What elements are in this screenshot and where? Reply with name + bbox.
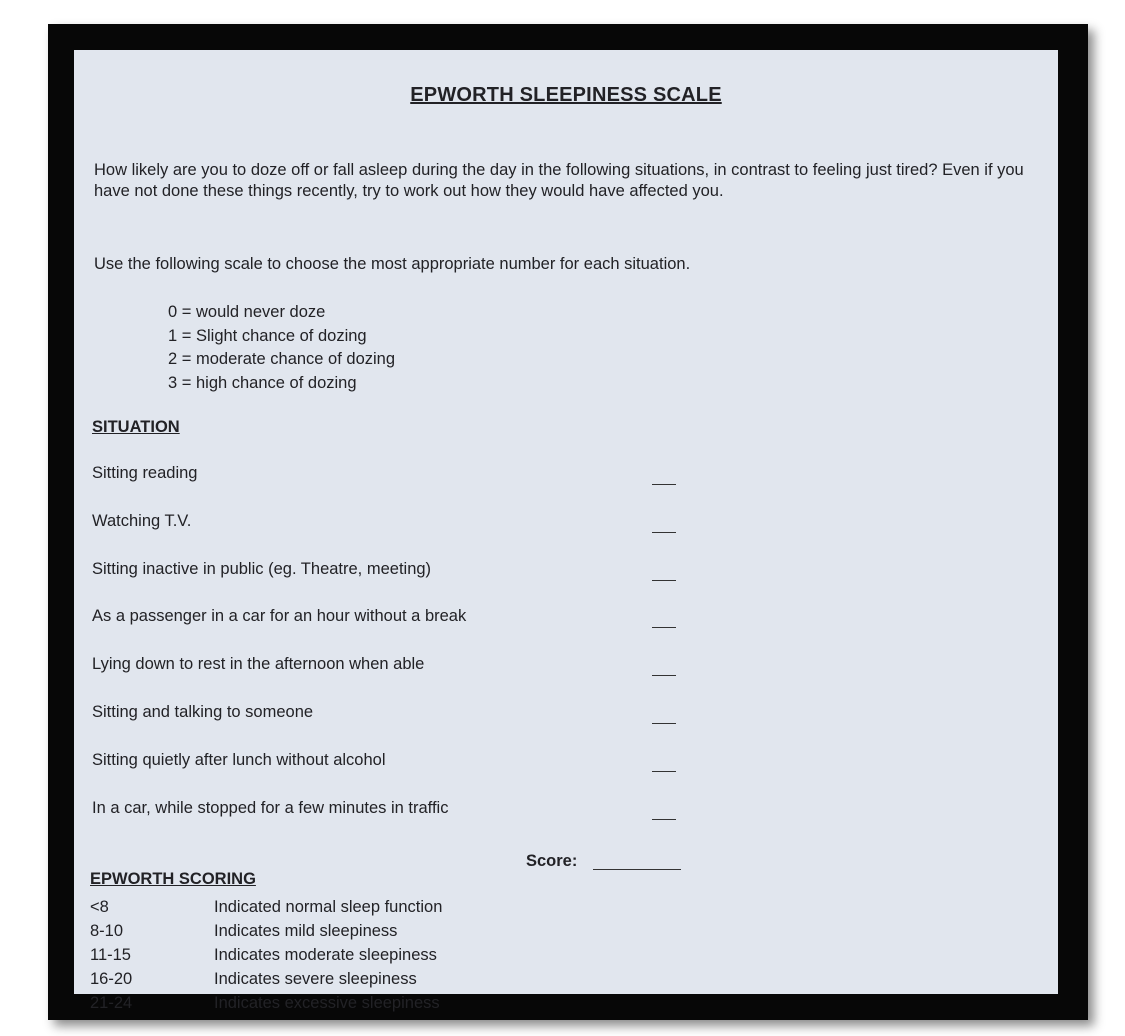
answer-blank[interactable] (652, 771, 676, 772)
scoring-range: 8-10 (90, 922, 124, 940)
situation-row (92, 560, 692, 600)
questionnaire-page (74, 50, 1058, 1012)
scale-item: 1 = Slight chance of dozing (168, 326, 367, 345)
situation-row (92, 703, 692, 743)
situation-row (92, 751, 692, 791)
scale-list (168, 301, 395, 395)
scoring-description: Indicates moderate sleepiness (214, 946, 437, 964)
situation-label: Sitting inactive in public (eg. Theatre, meeting) (92, 560, 432, 578)
scoring-description: Indicates mild sleepiness (214, 922, 398, 940)
situation-row (92, 607, 692, 647)
situation-label: Lying down to rest in the afternoon when able (92, 655, 425, 673)
score-label: Score: (526, 852, 578, 870)
scoring-range: 11-15 (90, 946, 131, 964)
situation-label: In a car, while stopped for a few minutes in traffic (92, 799, 449, 817)
situation-row (92, 655, 692, 695)
answer-blank[interactable] (652, 675, 676, 676)
situation-label: Sitting and talking to someone (92, 703, 314, 721)
situation-label: Sitting reading (92, 464, 198, 482)
answer-blank[interactable] (652, 532, 676, 533)
scoring-range: <8 (90, 898, 109, 916)
scale-instruction: Use the following scale to choose the most appropriate number for each situation. (94, 255, 691, 273)
situation-row (92, 464, 692, 504)
scoring-header: EPWORTH SCORING (90, 870, 256, 888)
answer-blank[interactable] (652, 484, 676, 485)
scoring-range: 21-24 (90, 994, 133, 1012)
scoring-range: 16-20 (90, 970, 133, 988)
situation-row (92, 799, 692, 839)
scale-item: 3 = high chance of dozing (168, 373, 357, 392)
score-blank[interactable] (593, 869, 681, 870)
situation-row (92, 512, 692, 552)
scale-item: 2 = moderate chance of dozing (168, 350, 396, 368)
answer-blank[interactable] (652, 580, 676, 581)
intro-paragraph: How likely are you to doze off or fall asleep during the day in the following situations, in contrast to feeling just tired? Even if you have not done these things recently, try to work out how they would have affected you. (94, 161, 1024, 200)
document-frame (48, 24, 1088, 1020)
situation-header: SITUATION (92, 418, 180, 436)
situation-label: Watching T.V. (92, 512, 192, 530)
page-title: EPWORTH SLEEPINESS SCALE (410, 84, 722, 106)
scoring-description: Indicates excessive sleepiness (214, 994, 440, 1012)
answer-blank[interactable] (652, 819, 676, 820)
scoring-description: Indicates severe sleepiness (214, 970, 417, 988)
answer-blank[interactable] (652, 723, 676, 724)
situation-label: Sitting quietly after lunch without alcohol (92, 751, 386, 769)
scale-item: 0 = would never doze (168, 303, 326, 321)
situation-label: As a passenger in a car for an hour without a break (92, 607, 467, 625)
scoring-description: Indicated normal sleep function (214, 898, 443, 916)
answer-blank[interactable] (652, 627, 676, 628)
